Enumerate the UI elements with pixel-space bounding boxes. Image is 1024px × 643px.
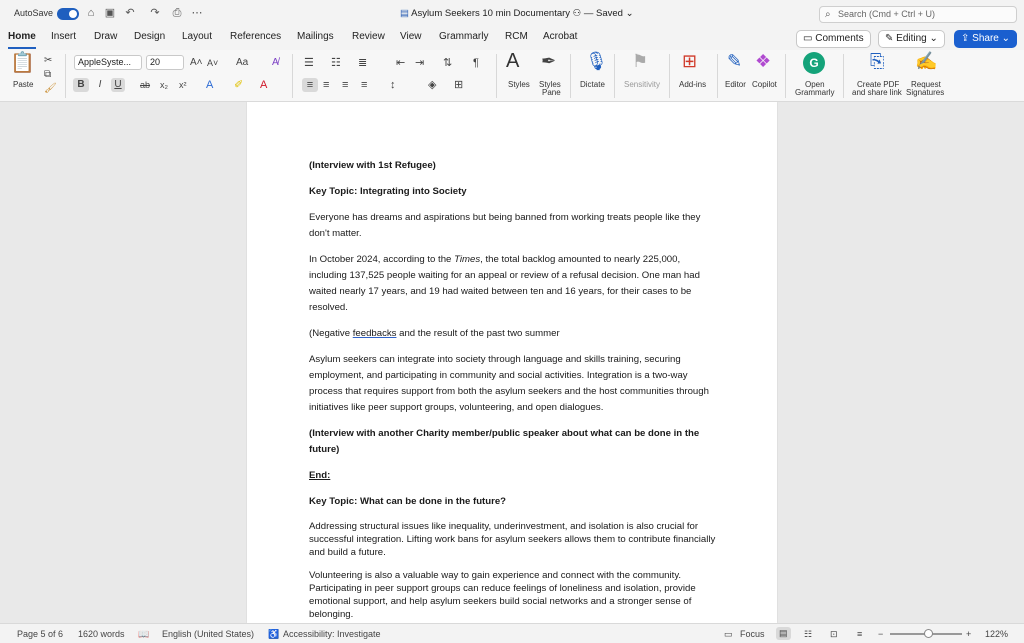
multilevel-list-icon[interactable]: ≣	[358, 57, 368, 69]
editing-button[interactable]	[878, 30, 945, 48]
tab-view[interactable]: View	[400, 31, 422, 42]
pilcrow-icon[interactable]: ¶	[473, 57, 479, 69]
share-label: Share	[972, 33, 999, 44]
chevron-down-icon: ⌄	[1001, 33, 1011, 44]
editing-label: Editing	[896, 33, 927, 44]
shading-icon[interactable]: ◈	[428, 79, 437, 91]
autosave-toggle[interactable]	[57, 8, 79, 20]
ribbon-divider	[292, 54, 293, 98]
ribbon-divider	[496, 54, 497, 98]
align-right-icon[interactable]: ≡	[342, 79, 349, 91]
ribbon-divider	[843, 54, 844, 98]
doc-text: In October 2024, according to the	[309, 254, 455, 265]
comments-label: Comments	[815, 33, 864, 44]
microphone-icon[interactable]: 🎙	[585, 51, 608, 71]
chevron-down-icon: ⌄	[929, 33, 938, 44]
read-mode-icon[interactable]: ☷	[804, 629, 813, 639]
font-color-icon[interactable]: A	[260, 79, 268, 91]
justify-icon[interactable]: ≡	[361, 79, 368, 91]
copilot-label[interactable]: Copilot	[752, 80, 777, 89]
document-icon: ▤	[400, 8, 409, 19]
chevron-down-icon: ⌄	[625, 8, 634, 19]
tab-mailings[interactable]: Mailings	[297, 31, 334, 42]
focus-icon: ▭	[724, 629, 733, 639]
doc-paragraph[interactable]: Volunteering is also a valuable way to gain experience and connect with the community. Participating in peer support groups can reduce feelings of loneliness and isolation, provide emotional support, and help asylum seekers build social networks and a stronger sense of belonging.	[309, 570, 696, 620]
pdf-label-1[interactable]: Create PDF	[857, 80, 900, 89]
web-layout-icon[interactable]: ⊡	[830, 629, 838, 639]
grammarly-icon[interactable]: G	[803, 52, 825, 74]
pdf-label-2[interactable]: and share link	[852, 88, 902, 97]
comments-button[interactable]	[796, 30, 871, 48]
styles-label[interactable]: Styles	[508, 80, 530, 89]
print-icon[interactable]: ⎙	[172, 7, 182, 19]
superscript-button[interactable]: x²	[179, 80, 187, 90]
tab-grammarly[interactable]: Grammarly	[439, 31, 489, 42]
search-icon: ⌕	[825, 9, 831, 20]
ribbon-divider	[669, 54, 670, 98]
dictate-label[interactable]: Dictate	[580, 80, 605, 89]
format-painter-icon[interactable]: 🖌	[44, 83, 57, 94]
grow-font-icon[interactable]: A˄	[190, 57, 203, 68]
accessibility-status[interactable]: Accessibility: Investigate	[283, 629, 381, 639]
document-page[interactable]	[247, 102, 777, 623]
paste-icon[interactable]: 📋	[10, 52, 35, 74]
grammarly-label-2[interactable]: Grammarly	[795, 88, 835, 97]
clear-formatting-icon[interactable]: A̸	[272, 57, 279, 68]
tab-design[interactable]: Design	[134, 31, 166, 42]
align-left-icon[interactable]: ≡	[302, 78, 318, 92]
sensitivity-icon: ⚑	[632, 51, 649, 71]
styles-pane-icon[interactable]: ✒	[541, 51, 557, 71]
search-input[interactable]	[819, 6, 1017, 23]
editor-icon[interactable]: ✎	[727, 51, 743, 71]
doc-paragraph[interactable]	[309, 252, 719, 316]
font-name-select[interactable]: AppleSyste...	[74, 55, 142, 70]
strikethrough-button[interactable]: ab	[140, 80, 151, 90]
tab-home[interactable]: Home	[8, 31, 36, 42]
undo-icon[interactable]: ↶	[125, 7, 135, 19]
doc-text: (Negative	[309, 328, 353, 339]
proofing-icon[interactable]: 📖	[138, 629, 150, 639]
outline-icon[interactable]: ≡	[857, 629, 863, 639]
search-placeholder: Search (Cmd + Ctrl + U)	[838, 9, 936, 19]
text-effects-icon[interactable]: A	[206, 79, 214, 91]
bullets-icon[interactable]: ☰	[304, 57, 314, 69]
share-button[interactable]	[954, 30, 1017, 48]
more-icon[interactable]: ⋯	[191, 7, 203, 19]
ribbon-divider	[570, 54, 571, 98]
bold-button[interactable]: B	[73, 78, 89, 92]
document-canvas	[0, 102, 1024, 623]
ribbon-divider	[614, 54, 615, 98]
doc-paragraph[interactable]: Key Topic: Integrating into Society	[309, 186, 467, 197]
ribbon-toolbar	[0, 50, 1024, 102]
status-bar	[0, 623, 1024, 643]
print-layout-icon[interactable]: ▤	[776, 627, 791, 640]
sig-label-1[interactable]: Request	[911, 80, 941, 89]
grammarly-label-1[interactable]: Open	[805, 80, 825, 89]
italic-button[interactable]: I	[98, 79, 102, 90]
doc-paragraph[interactable]: Key Topic: What can be done in the future?	[309, 496, 507, 507]
tab-review[interactable]: Review	[352, 31, 385, 42]
sensitivity-label: Sensitivity	[624, 80, 661, 89]
doc-italic-text: Times	[454, 254, 481, 265]
people-icon: ⚇	[572, 8, 582, 19]
styles-pane-label-2[interactable]: Pane	[542, 88, 561, 97]
paste-label[interactable]: Paste	[13, 80, 34, 89]
copilot-icon[interactable]: ❖	[755, 51, 772, 71]
doc-text: and the result of the past two summer	[396, 328, 560, 339]
subscript-button[interactable]: x₂	[160, 80, 168, 90]
doc-paragraph[interactable]	[309, 326, 719, 342]
tab-insert[interactable]: Insert	[51, 31, 77, 42]
change-case-icon[interactable]: Aa	[236, 57, 249, 68]
editor-label[interactable]: Editor	[725, 80, 746, 89]
doc-paragraph[interactable]: End:	[309, 470, 331, 481]
create-pdf-icon[interactable]: ⎘	[870, 51, 885, 71]
doc-paragraph[interactable]: Addressing structural issues like inequality, underinvestment, and isolation is also crucial for successful integration. Lifting work bans for asylum seekers allows them to contribute financially and build a future.	[309, 521, 716, 558]
sig-label-2[interactable]: Signatures	[906, 88, 945, 97]
save-icon[interactable]: ▣	[104, 7, 116, 19]
doc-text: , the total backlog amounted to nearly 225,000, including 137,525 people waiting for an appeal or review of a refusal decision. One man had waited nearly 17 years, and 19 had waited between ten and 16 years, for their cases to be resolved.	[309, 254, 700, 313]
tab-rcm[interactable]: RCM	[505, 31, 528, 42]
zoom-slider-handle[interactable]	[924, 629, 933, 638]
word-count[interactable]: 1620 words	[78, 629, 125, 639]
align-center-icon[interactable]: ≡	[323, 79, 330, 91]
doc-paragraph[interactable]: (Interview with another Charity member/public speaker about what can be done in the future)	[309, 428, 700, 455]
document-body[interactable]	[309, 158, 719, 623]
tab-references[interactable]: References	[230, 31, 282, 42]
tab-acrobat[interactable]: Acrobat	[543, 31, 578, 42]
page-count[interactable]: Page 5 of 6	[17, 629, 64, 639]
highlight-icon[interactable]: ✐	[234, 79, 244, 91]
document-title-text: Asylum Seekers 10 min Documentary	[411, 8, 571, 19]
accessibility-icon: ♿	[268, 629, 280, 639]
borders-icon[interactable]: ⊞	[454, 79, 464, 91]
zoom-level[interactable]: 122%	[985, 629, 1009, 639]
spelling-flagged-word[interactable]: feedbacks	[352, 328, 397, 339]
document-title[interactable]	[400, 8, 634, 19]
addins-label[interactable]: Add-ins	[679, 80, 707, 89]
styles-icon[interactable]: A	[506, 50, 520, 72]
underline-button[interactable]: U	[111, 78, 125, 92]
request-signatures-icon[interactable]: ✍	[915, 51, 938, 71]
ribbon-divider	[717, 54, 718, 98]
styles-pane-label-1[interactable]: Styles	[539, 80, 561, 89]
autosave-label: AutoSave	[14, 8, 54, 18]
ribbon-divider	[785, 54, 786, 98]
line-spacing-icon[interactable]: ↕	[390, 79, 396, 91]
doc-paragraph[interactable]: Everyone has dreams and aspirations but being banned from working treats people like they don't matter.	[309, 212, 701, 239]
home-icon[interactable]: ⌂	[87, 7, 95, 19]
sort-icon[interactable]: ⇅	[443, 57, 453, 69]
zoom-in-icon[interactable]: +	[966, 629, 972, 639]
language-status[interactable]: English (United States)	[162, 629, 255, 639]
tab-layout[interactable]: Layout	[182, 31, 213, 42]
saved-status: — Saved	[583, 8, 623, 19]
font-size-select[interactable]: 20	[146, 55, 184, 70]
shrink-font-icon[interactable]: A˅	[207, 58, 219, 68]
zoom-out-icon[interactable]: −	[878, 629, 884, 639]
share-icon: ⇪	[961, 33, 970, 44]
focus-button[interactable]: Focus	[740, 629, 765, 639]
redo-icon[interactable]: ↷	[150, 7, 160, 19]
title-bar	[0, 0, 1024, 28]
numbering-icon[interactable]: ☷	[331, 57, 341, 69]
doc-paragraph[interactable]: (Interview with 1st Refugee)	[309, 160, 436, 171]
ribbon-divider	[65, 54, 66, 98]
doc-paragraph[interactable]: Asylum seekers can integrate into society through language and skills training, securing employment, and participating in community and social activities. Integration is a two-way process that requires support from both the asylum seekers and the host communities through initiatives like peer support groups, volunteering, and open dialogues.	[309, 354, 709, 413]
comment-icon: ▭	[803, 33, 813, 44]
decrease-indent-icon[interactable]: ⇤	[396, 57, 406, 69]
tab-draw[interactable]: Draw	[94, 31, 118, 42]
copy-icon[interactable]: ⧉	[44, 69, 52, 80]
addins-icon[interactable]: ⊞	[682, 51, 698, 71]
pencil-icon: ✎	[885, 33, 894, 44]
increase-indent-icon[interactable]: ⇥	[415, 57, 425, 69]
cut-icon[interactable]: ✂	[44, 55, 53, 66]
